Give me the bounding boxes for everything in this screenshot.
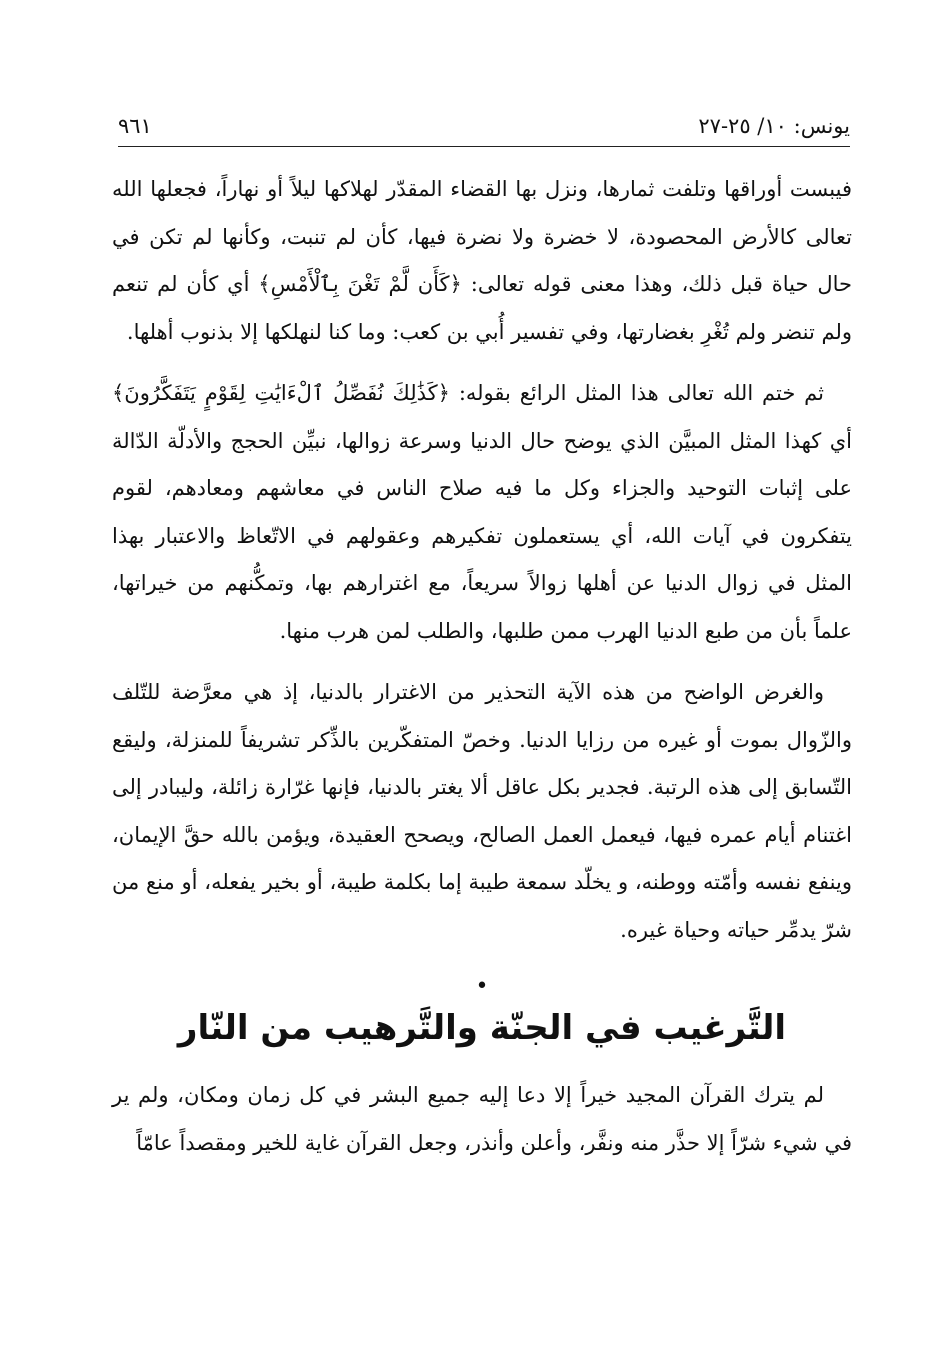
quran-verse: ﴿كَأَن لَّمْ تَغْنَ بِٱلْأَمْسِ﴾: [258, 272, 462, 296]
paragraph-text: ثم ختم الله تعالى هذا المثل الرائع بقوله:: [449, 381, 825, 405]
page-number: ٩٦١: [118, 114, 152, 138]
chapter-reference: يونس: ١٠/ ٢٥-٢٧: [698, 114, 850, 138]
paragraph-text-continued: أي كأن لم تنعم ولم تنضر ولم تُغْرِ بغضارتها، وفي تفسير أُبي بن كعب: وما كنا لنهلكها إلا بذنوب أهلها.: [112, 272, 852, 344]
paragraph-text-continued: أي كهذا المثل المبيَّن الذي يوضح حال الدنيا وسرعة زوالها، نبيِّن الحجج والأدلّة الدّالة على إثبات التوحيد والجزاء وكل ما فيه صلاح الناس في معاشهم ومعادهم، لقوم يتفكرون في آيات الله، أي يستعملون تفكيرهم وعقولهم في الاتّعاظ والاعتبار بهذا المثل في زوال الدنيا عن أهلها زوالاً سريعاً، مع اغترارهم بها، وتمكُّنهم من خيراتها، علماً بأن من طبع الدنيا الهرب ممن طلبها، والطلب لمن هرب منها.: [112, 428, 852, 643]
quran-verse: ﴿كَذَٰلِكَ نُفَصِّلُ ٱلْءَايَٰتِ لِقَوْمٍ يَتَفَكَّرُونَ﴾: [112, 381, 450, 405]
section-paragraph: لم يترك القرآن المجيد خيراً إلا دعا إليه جميع البشر في كل زمان ومكان، ولم ير في شيء شرّاً إلا حذَّر منه ونفَّر، وأعلن وأنذر، وجعل القرآن غاية للخير ومقصداً عامّاً: [112, 1083, 852, 1155]
running-header: [118, 106, 850, 147]
section-heading: التَّرغيب في الجنّة والتَّرهيب من النّار: [177, 1008, 787, 1048]
paragraph-3: [112, 669, 852, 954]
paragraph-text: والغرض الواضح من هذه الآية التحذير من الاغترار بالدنيا، إذ هي معرَّضة للتّلف والزّوال بموت أو غيره من رزايا الدنيا. وخصّ المتفكّرين بالذِّكر تشريفاً للمنزلة، وليقع التّسابق إلى هذه الرتبة. فجدير بكل عاقل ألا يغتر بالدنيا، فإنها غرّارة زائلة، وليبادر إلى اغتنام أيام عمره فيها، فيعمل العمل الصالح، ويصحح العقيدة، ويؤمن بالله حقَّ الإيمان، وينفع نفسه وأمّته ووطنه، و يخلّد سمعة طيبة إما بكلمة طيبة، أو بخير يفعله، أو منع من شرّ يدمِّر حياته وحياة غيره.: [112, 680, 852, 942]
section-separator-dot: •: [475, 974, 489, 999]
page-body: [112, 166, 852, 1181]
paragraph-2: [112, 370, 852, 655]
paragraph-text: فيبست أوراقها وتلفت ثمارها، ونزل بها القضاء المقدّر لهلاكها ليلاً أو نهاراً، فجعلها الله تعالى كالأرض المحصودة، لا خضرة ولا نضرة فيها، كأن لم تنبت، وكأنها لم تكن في حال حياة قبل ذلك، وهذا معنى قوله تعالى:: [112, 177, 853, 296]
paragraph-1: [112, 166, 852, 356]
